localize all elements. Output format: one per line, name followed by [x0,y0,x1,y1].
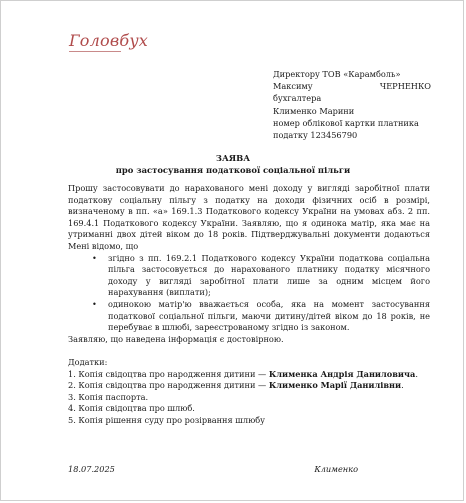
document-title [1,152,465,176]
sender-position: бухгалтера [273,93,322,104]
condition-item [68,299,430,334]
addressee-block [273,68,443,141]
body-paragraph-main: Прошу застосовувати до нарахованого мені доходу у вигляді заробітної плати податкову соціальну пільгу з податку на доходи фізичних осіб в розмірі, визначеному в пп. «а» 169.1.3 Податкового кодексу України на умовах абз. 2 пп. 169.4.1 Податкового кодексу України. Заявляю, що я одинока матір, яка має на утриманні двох дітей віком до 18 років. Підтверджувальні документи додаються Мені відомо, що [68,183,430,251]
addressee-line-name [273,80,431,92]
title-subheading: про застосування податкової соціальної пільги [115,165,351,175]
addressee-last-name: ЧЕРНЕНКО [379,81,431,92]
conditions-list [68,253,430,334]
bullet-icon: • [92,298,97,309]
attachment-item: 4. Копія свідоцтва про шлюб. [68,403,195,414]
attachment-item: 5. Копія рішення суду про розірвання шлюбу [68,414,265,425]
signature: Клименко [314,464,358,474]
condition-item [68,253,430,299]
attachment-item: 2. Копія свідоцтва про народження дитини — Клименко Марії Данилівни. [68,380,404,391]
attachments-list [68,369,430,427]
tax-card-number: податку 123456790 [273,130,358,141]
bullet-icon: • [92,252,97,263]
attachments-title: Додатки: [68,356,108,367]
attachment-item: 3. Копія паспорта. [68,391,149,402]
title-heading: ЗАЯВА [215,153,251,163]
body-paragraph-declaration: Заявляю, що наведена інформація є достовірною. [68,333,284,344]
sender-name: Клименко Марини [273,105,355,116]
condition-text: згідно з пп. 169.2.1 Податкового кодексу України податкова соціальна пільга застосовується до нарахованого платнику податку місячного доходу у вигляді заробітної плати лише за одним місцем його нарахування (виплати); [108,252,430,298]
company-logo: Головбух [69,31,149,50]
logo-underline [69,51,121,52]
attachment-item: 1. Копія свідоцтва про народження дитини — Клименка Андрія Даниловича. [68,368,418,379]
signature-footer [68,464,358,474]
document-date: 18.07.2025 [68,464,115,474]
condition-text: одинокою матір'ю вважається особа, яка на момент застосування податкової соціальної пільги, маючи дитину/дітей віком до 18 років, не перебуває в шлюбі, зареєстрованому згідно із законом. [108,298,430,333]
tax-card-label: номер облікової картки платника [273,117,419,128]
document-body [68,183,430,426]
addressee-line-director: Директору ТОВ «Карамболь» [273,69,401,79]
addressee-first-name: Максиму [273,81,313,92]
